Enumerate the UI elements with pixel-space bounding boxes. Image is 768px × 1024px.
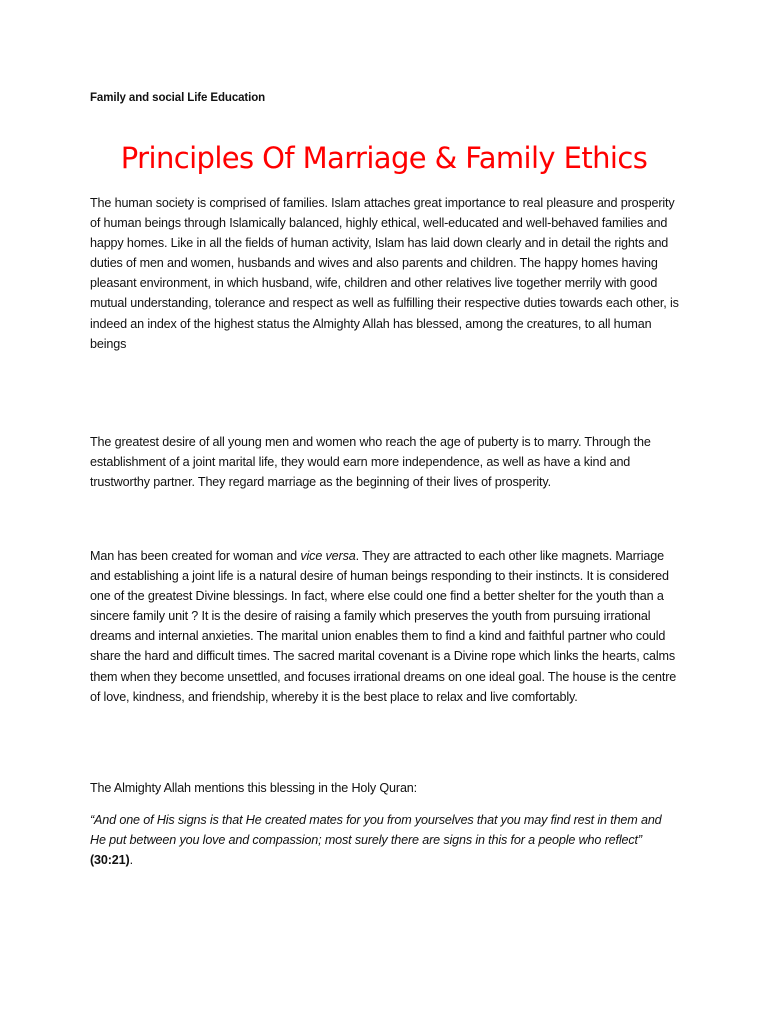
paragraph-intro: The human society is comprised of families. Islam attaches great importance to real pleasure and prosperity of human beings through Islamically balanced, highly ethical, well-educated and well-behaved families and happy homes. Like in all the fields of human activity, Islam has laid down clearly and in detail the rights and duties of men and women, husbands and wives and also parents and children. The happy homes having pleasant environment, in which husband, wife, children and other relatives live together merrily with good mutual understanding, tolerance and respect as well as fulfilling their respective duties towards each other, is indeed an index of the highest status the Almighty Allah has blessed, among the creatures, to all human beings — [90, 196, 679, 351]
quran-quote — [90, 810, 680, 870]
paragraph-quran-intro: The Almighty Allah mentions this blessing in the Holy Quran: — [90, 781, 418, 795]
quran-quote-reference: (30:21) — [90, 853, 130, 868]
paragraph-creation-rest: . They are attracted to each other like magnets. Marriage and establishing a joint life is a natural desire of human beings responding to their instincts. It is considered one of the greatest Divine blessings. In fact, where else could one find a better shelter for the youth than a sincere family unit ? It is the desire of raising a family which preserves the youth from pursuing irrational dreams and internal anxieties. The marital union enables them to find a kind and faithful partner who could share the hard and difficult times. The sacred marital covenant is a Divine rope which links the hearts, calms them when they become unsettled, and focuses irrational dreams on one ideal goal. The house is the centre of love, kindness, and friendship, whereby it is the best place to relax and live comfortably. — [90, 549, 677, 704]
quran-quote-text: “And one of His signs is that He created mates for you from yourselves that you may find rest in them and He put between you love and compassion; most surely there are signs in this for a people who reflect” — [90, 813, 662, 848]
document-title: Principles Of Marriage & Family Ethics — [120, 141, 648, 176]
paragraph-creation-italic: vice versa — [300, 549, 356, 563]
paragraph-creation-start: Man has been created for woman and — [90, 549, 301, 563]
quran-quote-end: . — [129, 853, 133, 868]
document-header-label: Family and social Life Education — [90, 92, 266, 104]
paragraph-creation — [90, 546, 680, 707]
paragraph-desire: The greatest desire of all young men and women who reach the age of puberty is to marry. Through the establishment of a joint marital life, they would earn more independence, as well as have a kind and trustworthy partner. They regard marriage as the beginning of their lives of prosperity. — [90, 435, 651, 490]
